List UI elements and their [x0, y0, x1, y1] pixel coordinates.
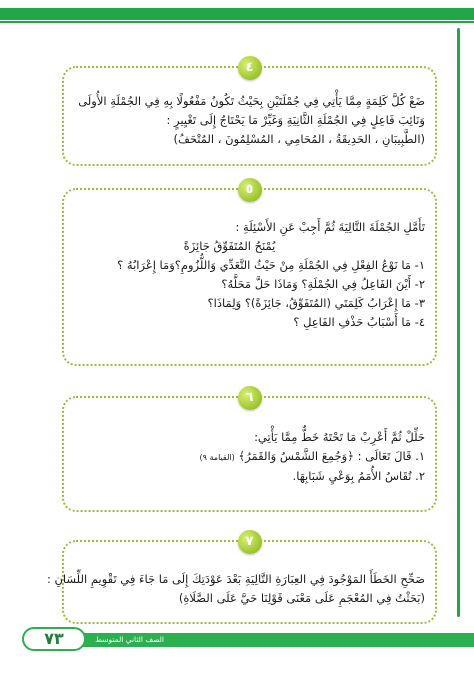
page-footer: [0, 629, 474, 651]
question-item: ٢- أَيْنَ الفَاعِلُ فِي الجُمْلَةِ؟ وَمَاذَا حَلَّ مَحَلَّهُ؟: [221, 277, 425, 291]
exercise-text-line: حَلِّلْ ثُمَّ أَعْرِبْ مَا تَحْتَهُ خَطٌّ مِمَّا يَأْتِي:: [254, 430, 425, 444]
exercise-box-4: [62, 60, 437, 166]
exercise-text-line: صَحِّحِ الخَطَأَ المَوْجُودَ فِي العِبَارَةِ التَّالِيَةِ بَعْدَ عَوْدَتِكَ إِلَى مَا جَاءَ فِي تَقْوِيمِ اللِّسَانِ :: [46, 572, 425, 586]
exercise-number-badge: ٥: [238, 178, 262, 202]
question-item: ٣- مَا إِعْرَابُ كَلِمَتَي (المُتَفَوِّقُ، جَائِزَةً)؟ وَلِمَاذَا؟: [207, 296, 425, 310]
question-item: ٤- مَا أَسْبَابُ حَذْفِ الفَاعِلِ ؟: [293, 315, 425, 329]
grade-label: الصف الثاني المتوسط: [95, 635, 164, 644]
exercise-item: ٢. تُقَاسُ الأُمَمُ بِوَعْيِ شَبَابِهَا.: [292, 469, 425, 483]
exercise-text-line: وَنَائِبَ فَاعِلٍ فِي الجُمْلَةِ الثَّانِيَةِ وَغَيِّرْ مَا يَحْتَاجُ إِلَى تَغْيِيرٍ :: [166, 113, 425, 127]
top-green-stripe: [0, 8, 474, 20]
exercise-text-line: (الطَّبِيبَانِ ، الحَدِيقَةُ ، المُحَامِي ، المُسْلِمُونَ ، المُتْحَفُ): [173, 132, 425, 146]
example-sentence: يُمْنَحُ المُتَفَوِّقُ جَائِزَةً: [183, 239, 276, 253]
question-item: ١- مَا نَوْعُ الفِعْلِ فِي الجُمْلَةِ مِنْ حَيْثُ التَّعَدِّي وَاللُّزُومِ؟وَمَا إِعْرَابُهُ ؟: [117, 258, 425, 272]
quran-reference: (القيامة ٩): [199, 453, 235, 462]
exercise-text-line: تَأَمَّلِ الجُمْلَةَ التَّالِيَةَ ثُمَّ أَجِبْ عَنِ الأَسْئِلَةِ :: [235, 220, 425, 234]
exercise-number-badge: ٤: [238, 56, 262, 80]
exercise-box-7: [46, 534, 437, 624]
exercise-box-6: [62, 390, 437, 512]
right-margin-line: [457, 28, 460, 617]
exercise-number-badge: ٧: [238, 530, 262, 554]
page-number: ٧٣: [22, 627, 86, 651]
exercise-box-5: [62, 182, 437, 366]
exercise-number-badge: ٦: [238, 386, 262, 410]
exercise-item: [74, 447, 425, 467]
exercise-item-text: ١. قَالَ تَعَالَى : ﴿وَجُمِعَ الشَّمْسُ وَالقَمَرُ﴾: [238, 449, 425, 463]
exercise-text-line: (بَحَثْتُ فِي المُعْجَمِ عَلَى مَعْنَى قَوْلِنَا حَيَّ عَلَى الصَّلَاةِ): [178, 591, 425, 605]
exercise-text-line: ضَعْ كُلَّ كَلِمَةٍ مِمَّا يَأْتِي فِي جُمْلَتَيْنِ بِحَيْثُ تَكُونُ مَفْعُولًا بِهِ فِي الجُمْلَةِ الأُولَى: [78, 94, 425, 108]
